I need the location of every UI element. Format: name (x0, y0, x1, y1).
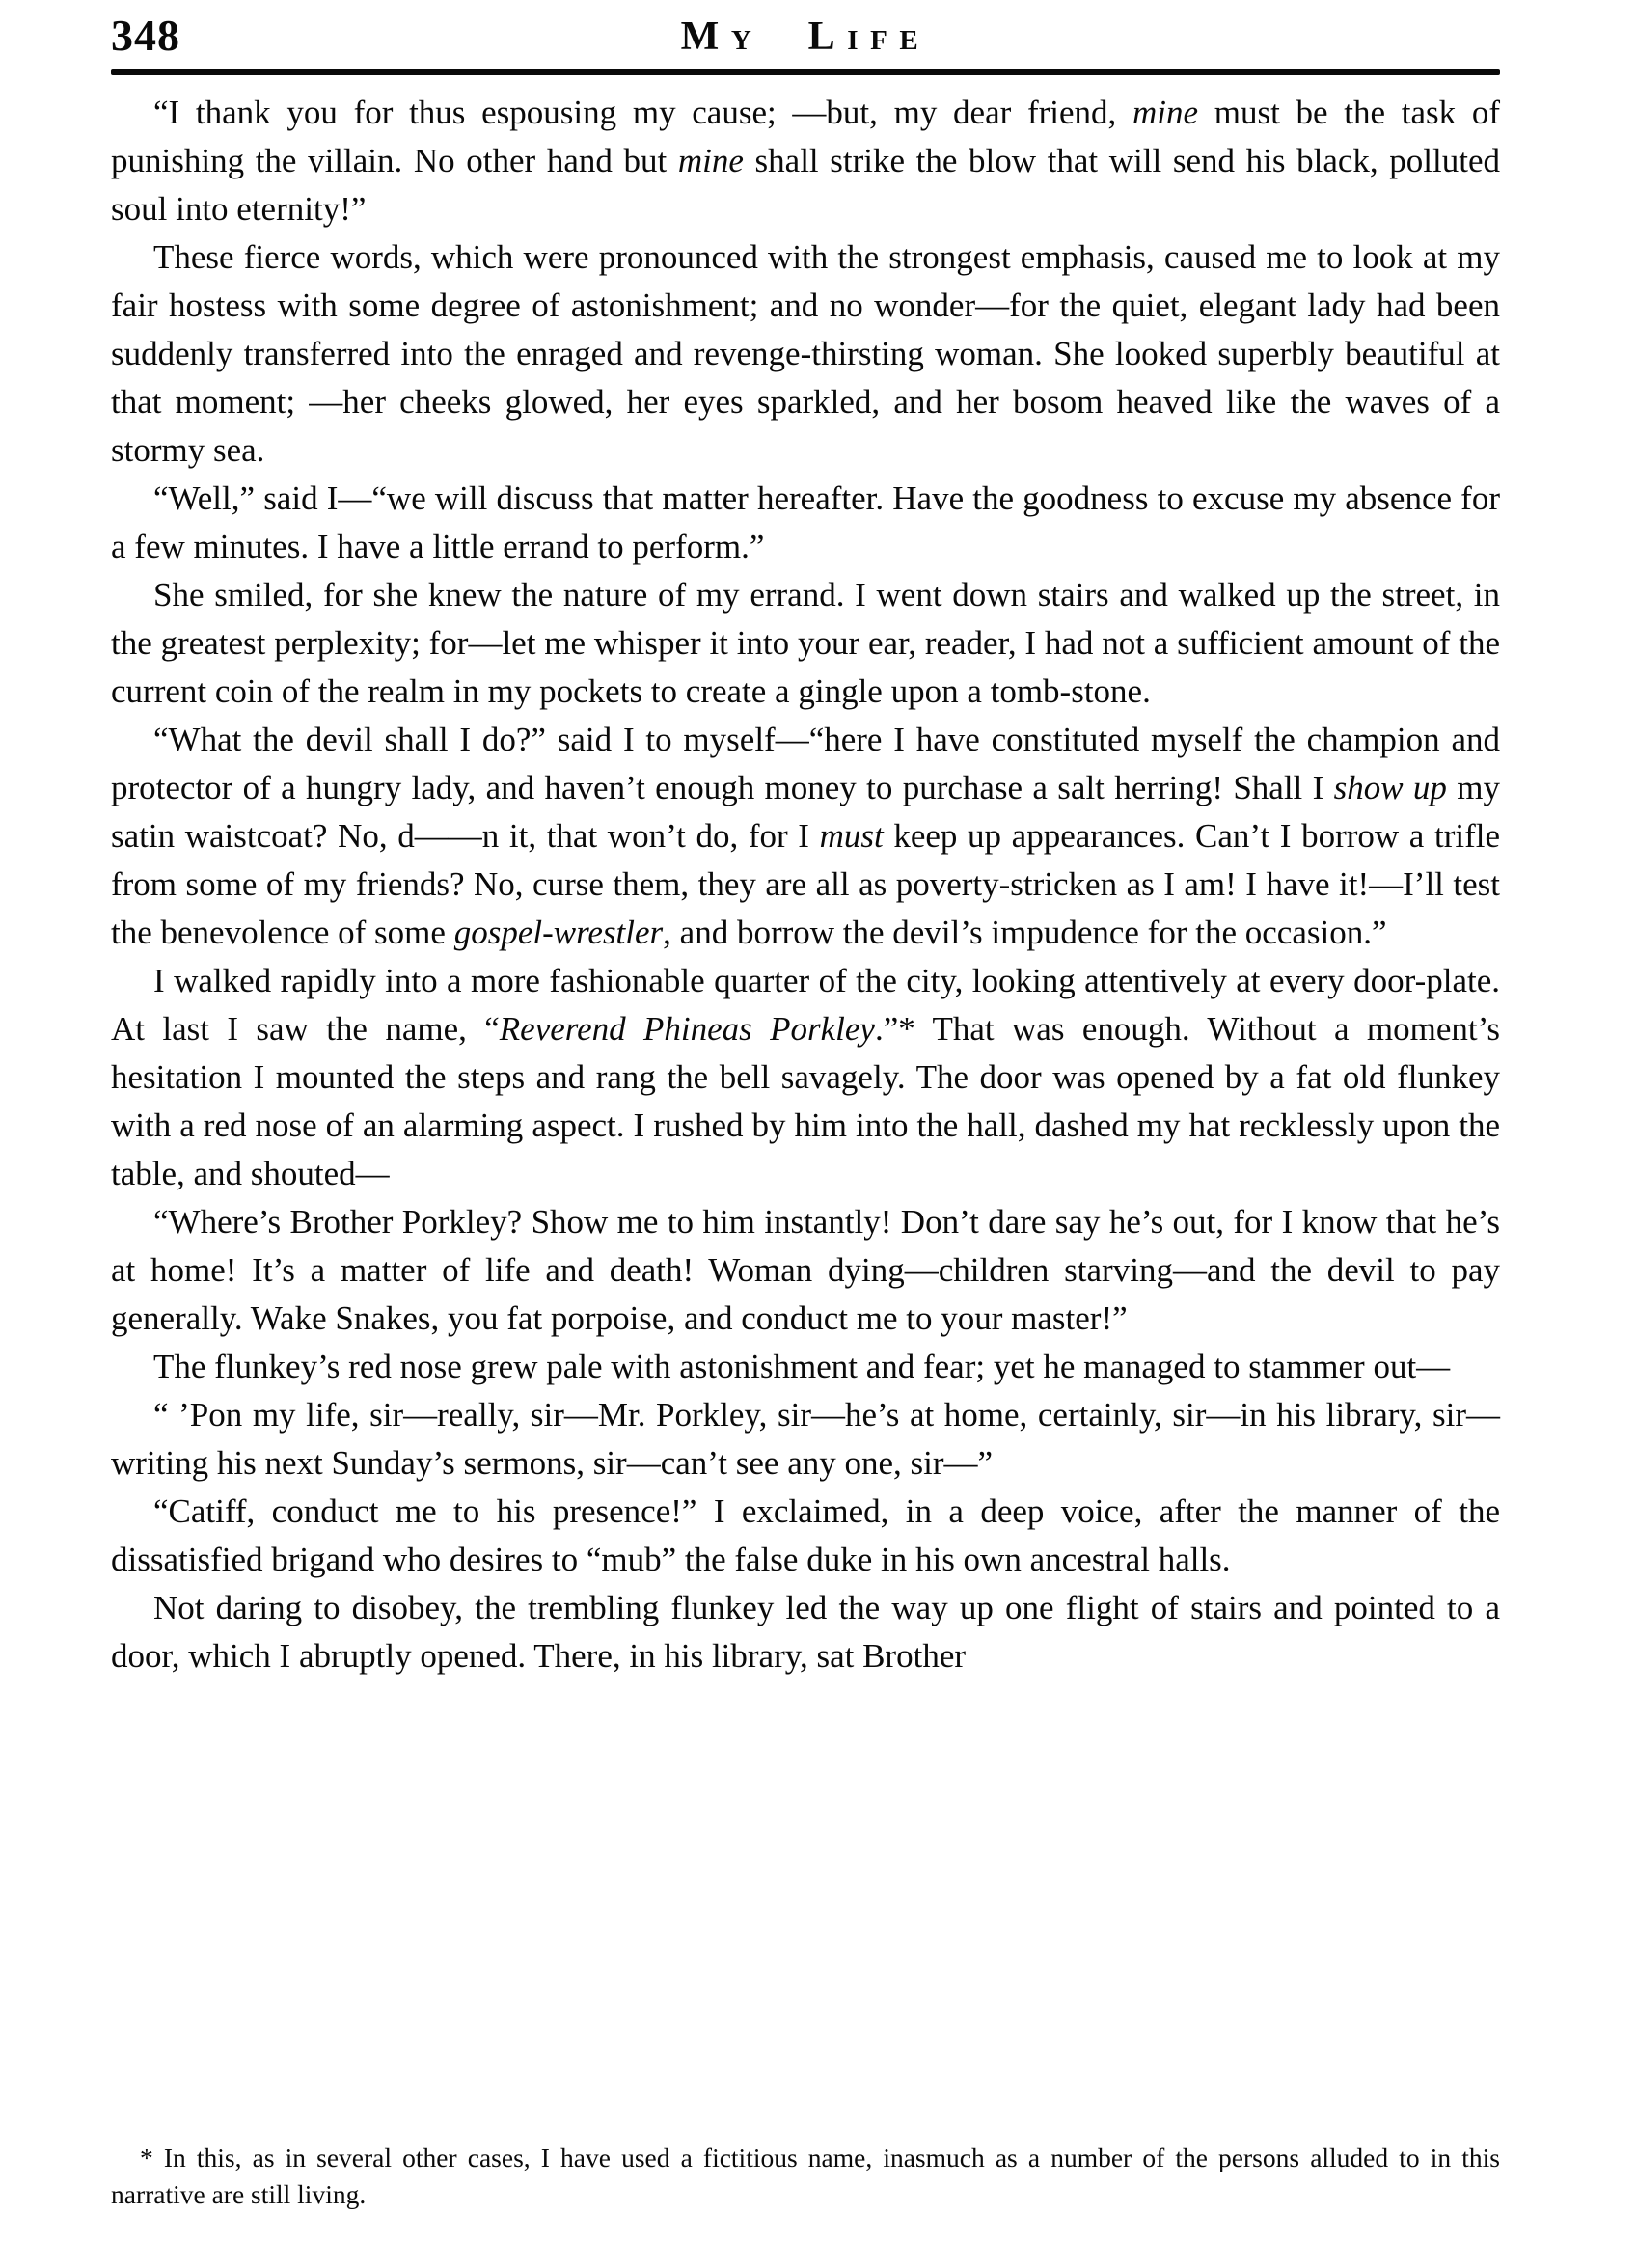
body-text (111, 89, 1500, 1681)
paragraph: I walked rapidly into a more fashionable quarter of the city, looking attentively at every door-plate. At last I saw the name, “Reverend Phineas Porkley.”* That was enough. Without a moment’s hesitation I mounted the steps and rang the bell savagely. The door was opened by a fat old flunkey with a red nose of an alarming aspect. I rushed by him into the hall, dashed my hat recklessly upon the table, and shouted— (111, 962, 1500, 1192)
page-header (111, 0, 1500, 69)
paragraph: “Catiff, conduct me to his presence!” I exclaimed, in a deep voice, after the manner of the dissatisfied brigand who desires to “mub” the false duke in his own ancestral halls. (111, 1492, 1500, 1578)
paragraph: Not daring to disobey, the trembling flunkey led the way up one flight of stairs and pointed to a door, which I abruptly opened. There, in his library, sat Brother (111, 1589, 1500, 1675)
running-head: My Life (680, 14, 931, 59)
paragraph: She smiled, for she knew the nature of my errand. I went down stairs and walked up the street, in the greatest perplexity; for—let me whisper it into your ear, reader, I had not a sufficient amount of the current coin of the realm in my pockets to create a gingle upon a tomb-stone. (111, 576, 1500, 710)
paragraph: “What the devil shall I do?” said I to myself—“here I have constituted myself the champion and protector of a hungry lady, and haven’t enough money to purchase a salt herring! Shall I show up my satin waistcoat? No, d——n it, that won’t do, for I must keep up appearances. Can’t I borrow a trifle from some of my friends? No, curse them, they are all as poverty-stricken as I am! I have it!—I’ll test the benevolence of some gospel-wrestler, and borrow the devil’s impudence for the occasion.” (111, 721, 1501, 951)
footnote (111, 2140, 1500, 2213)
paragraph: “I thank you for thus espousing my cause; —but, my dear friend, mine must be the task of punishing the villain. No other hand but mine shall strike the blow that will send his black, polluted soul into eternity!” (111, 94, 1500, 228)
footnote-text: * In this, as in several other cases, I have used a fictitious name, inasmuch as a number of the persons alluded to in this narrative are still living. (111, 2143, 1500, 2209)
paragraph: “Where’s Brother Porkley? Show me to him instantly! Don’t dare say he’s out, for I know that he’s at home! It’s a matter of life and death! Woman dying—children starving—and the devil to pay generally. Wake Snakes, you fat porpoise, and conduct me to your master!” (111, 1203, 1500, 1337)
paragraph: These fierce words, which were pronounced with the strongest emphasis, caused me to look at my fair hostess with some degree of astonishment; and no wonder—for the quiet, elegant lady had been suddenly transferred into the enraged and revenge-thirsting woman. She looked superbly beautiful at that moment; —her cheeks glowed, her eyes sparkled, and her bosom heaved like the waves of a stormy sea. (111, 238, 1500, 469)
paragraph: “Well,” said I—“we will discuss that matter hereafter. Have the goodness to excuse my absence for a few minutes. I have a little errand to perform.” (111, 479, 1500, 565)
paragraph: The flunkey’s red nose grew pale with astonishment and fear; yet he managed to stammer out— (153, 1348, 1451, 1385)
paragraph: “ ’Pon my life, sir—really, sir—Mr. Porkley, sir—he’s at home, certainly, sir—in his library, sir—writing his next Sunday’s sermons, sir—can’t see any one, sir—” (111, 1396, 1500, 1482)
header-rule (111, 69, 1500, 75)
page-number: 348 (111, 11, 180, 60)
